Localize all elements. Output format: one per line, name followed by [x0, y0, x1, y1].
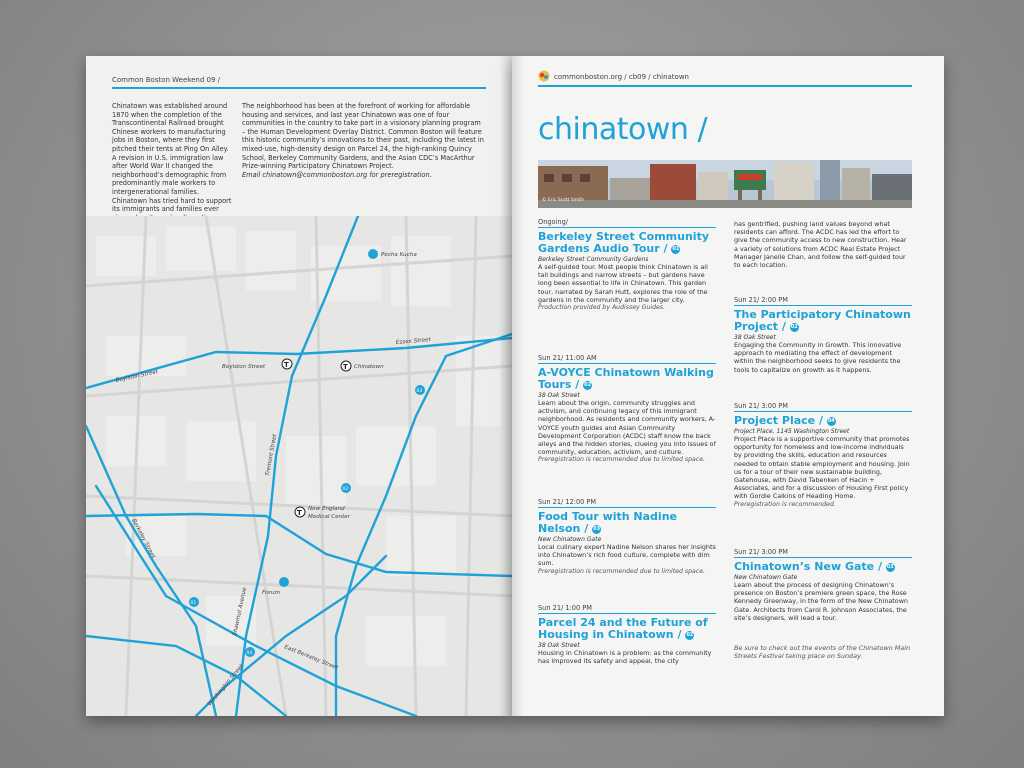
left-header-rule [112, 87, 486, 89]
event-title[interactable] [538, 511, 716, 535]
event-title[interactable] [734, 561, 912, 573]
event-time: Sun 21/ 11:00 AM [538, 354, 716, 364]
event-title[interactable] [538, 617, 716, 641]
page-title: chinatown / [538, 112, 708, 147]
pecha-kucha-marker[interactable] [368, 249, 378, 259]
event-project-place[interactable] [734, 402, 912, 509]
event-description: Engaging the Community in Growth. This innovative approach to mediating the effect of development within the neighborhood seeks to give residents the tools to capitalize on growth as it happens. [734, 341, 902, 374]
chinatown-map[interactable] [86, 216, 512, 716]
event-time: Sun 21/ 1:00 PM [538, 604, 716, 614]
event-title-text: A-VOYCE Chinatown Walking Tours / [538, 366, 714, 391]
forum-label: Forum [262, 590, 280, 596]
map-marker-03-label: 03 [416, 389, 423, 394]
event-title-text: Berkeley Street Community Gardens Audio Tour / [538, 230, 710, 255]
common-boston-logo-icon [538, 70, 550, 82]
tremont-street-label: Tremont Street [265, 433, 279, 477]
event-time: Sun 21/ 2:00 PM [734, 296, 912, 306]
event-title[interactable] [538, 367, 716, 391]
parcel-24-continued: has gentrified, pushing land values beyond what residents can afford. The ACDC has led the effort to give the community access to new construction. Hear a variety of solutions from ACDC Real Estate Project Manager Janelle Chan, and follow the self-guided tour to each location. [734, 220, 907, 270]
new-england-label: New England [308, 506, 345, 512]
event-location: New Chinatown Gate [734, 574, 798, 581]
event-parcel-24[interactable] [538, 604, 716, 665]
event-location: 38 Oak Street [538, 392, 580, 399]
event-food-tour[interactable] [538, 498, 716, 576]
event-badge: 02 [790, 323, 798, 330]
chinatown-label: Chinatown [354, 364, 384, 370]
email-note: Email chinatown@commonboston.org for preregistration. [242, 170, 432, 179]
map-marker-04[interactable] [245, 647, 255, 657]
intro-text-1: Chinatown was established around 1870 when the completion of the Transcontinental Railroad brought Chinese workers to manufacturing jobs in Boston, where they first pitched their tents at Ping On Alley. A revision in U.S. immigration law after World War II changed the neighborhood’s demographic from predominantly male workers to intergenerational families. Chinatown has tried hard to support its immigrants and families ever [112, 102, 232, 214]
event-location: Project Place, 1145 Washington Street [734, 428, 850, 435]
event-title[interactable] [734, 309, 912, 333]
right-page-header: commonboston.org / cb09 / chinatown [554, 73, 689, 81]
intro-text-2: The neighborhood has been at the forefront of working for affordable housing and services, and last year Chinatown was one of four communities in the country to take part in a visionary planning program – the Human Development Overlay District. Common Boston will feature this historic community’s innovations to their past, including the latest in mixed-use, high-density design on Parcel 24, the high-ranking Quincy School, Berkeley Community Gardens, and the Asian CDC’s MacArthur Prize-winning Participatory Chinatown Project. [242, 102, 484, 171]
festival-footer-note: Be sure to check out the events of the Chinatown Main Streets Festival taking place on Sunday. [734, 644, 911, 661]
event-title-text: Parcel 24 and the Future of Housing in Chinatown / [538, 616, 708, 641]
event-participatory-chinatown[interactable] [734, 296, 912, 374]
boylston-street-label-west: Boylston Street [115, 369, 159, 384]
event-note: Preregistration is recommended due to limited space. [538, 567, 705, 575]
map-marker-04-label: 04 [246, 651, 253, 656]
event-badge: 02 [686, 631, 694, 638]
photo-credit: © Eric Scott Smith [542, 198, 584, 203]
event-description: Local culinary expert Nadine Nelson shares her insights into Chinatown’s rich food culture, complete with dim sum. [538, 543, 716, 568]
event-badge: 02 [584, 381, 592, 388]
map-marker-02-label: 02 [342, 487, 349, 492]
event-location: 38 Oak Street [734, 334, 776, 341]
map-marker-01-label: 01 [190, 601, 197, 606]
left-page [86, 56, 512, 716]
chinatown-t-icon [341, 361, 351, 371]
right-page [512, 56, 944, 716]
event-note: Preregistration is recommended. [734, 500, 836, 508]
left-page-header: Common Boston Weekend 09 / [112, 76, 221, 84]
event-avoyce-walking-tours[interactable] [538, 354, 716, 464]
event-berkeley-audio-tour[interactable] [538, 218, 716, 312]
chinatown-panorama-photo [538, 160, 912, 208]
boylston-t-glyph: T [284, 361, 289, 369]
shawmut-avenue-label: Shawmut Avenue [232, 587, 249, 637]
event-time: Sun 21/ 3:00 PM [734, 402, 912, 412]
event-location: 38 Oak Street [538, 642, 580, 649]
medical-center-t-glyph: T [297, 509, 302, 517]
essex-street-label: Essex Street [395, 336, 432, 346]
boylston-t-icon [282, 359, 292, 369]
washington-street-label: Washington Street [206, 663, 245, 708]
map-marker-02[interactable] [341, 483, 351, 493]
event-title-text: The Participatory Chinatown Project / [734, 308, 911, 333]
map-marker-01[interactable] [189, 597, 199, 607]
event-title[interactable] [538, 231, 716, 255]
east-berkeley-street-label: East Berkeley Street [283, 644, 339, 672]
event-badge: 01 [672, 245, 680, 252]
pecha-kucha-label: Pecha Kucha [381, 252, 417, 258]
event-note: Production provided by Audissey Guides. [538, 304, 665, 312]
event-description: A self-guided tour. Most people think Chinatown is all tall buildings and narrow streets – but gardens have long been essential to life in Chinatown. This garden tour, narrated by Sarah Hutt, explores the role of the gardens in the community and the larger city. [538, 263, 708, 304]
berkeley-street-label: Berkeley Street [130, 518, 156, 560]
boylston-street-label: Boylston Street [222, 364, 266, 370]
medical-center-label: Medical Center [308, 514, 351, 520]
event-time: Sun 21/ 12:00 PM [538, 498, 716, 508]
event-location: New Chinatown Gate [538, 536, 602, 543]
event-badge: 03 [886, 563, 894, 570]
event-description: Housing in Chinatown is a problem: as the community has improved its safety and appeal, the city [538, 649, 712, 666]
chinatown-t-glyph: T [343, 363, 348, 371]
event-note: Preregistration is recommended due to limited space. [538, 456, 705, 464]
event-time: Ongoing/ [538, 218, 716, 228]
map-marker-03[interactable] [415, 385, 425, 395]
event-title-text: Chinatown’s New Gate / [734, 560, 882, 573]
event-description: Project Place is a supportive community that promotes opportunity for homeless and low-income individuals by providing the skills, education and resources needed to obtain stable employment and housing. Join us for a tour of their new sustainable building, Gatehouse, with David Tabenken of Hacin + Associates, and for a discussion of Housing First policy with Gordie Calkins of Heading Home. [734, 435, 910, 501]
event-title-text: Project Place / [734, 414, 823, 427]
event-title-text: Food Tour with Nadine Nelson / [538, 510, 677, 535]
medical-center-t-icon [295, 507, 305, 517]
event-badge: 03 [593, 525, 601, 532]
event-badge: 04 [827, 417, 835, 424]
right-header-rule [538, 85, 912, 87]
forum-marker[interactable] [279, 577, 289, 587]
event-time: Sun 21/ 3:00 PM [734, 548, 912, 558]
event-title[interactable] [734, 415, 912, 427]
intro-column-2 [242, 102, 486, 179]
event-location: Berkeley Street Community Gardens [538, 256, 649, 263]
event-new-gate[interactable] [734, 548, 912, 622]
event-description: Learn about the origin, community struggles and activism, and continuing legacy of this immigrant neighborhood. As residents and community workers, A-VOYCE youth guides and Asian Community Development Corporation (ACDC) staff know the back alleys and the hidden stories, clueing you into issues of community, education, activism, and culture. [538, 399, 716, 457]
event-description: Learn about the process of designing Chinatown’s presence on Boston’s premiere green space, the Rose Kennedy Greenway, in the form of the New Chinatown Gate. Architects from Carol R. Johnson Associates, the site’s designers, will lead a tour. [734, 581, 908, 622]
